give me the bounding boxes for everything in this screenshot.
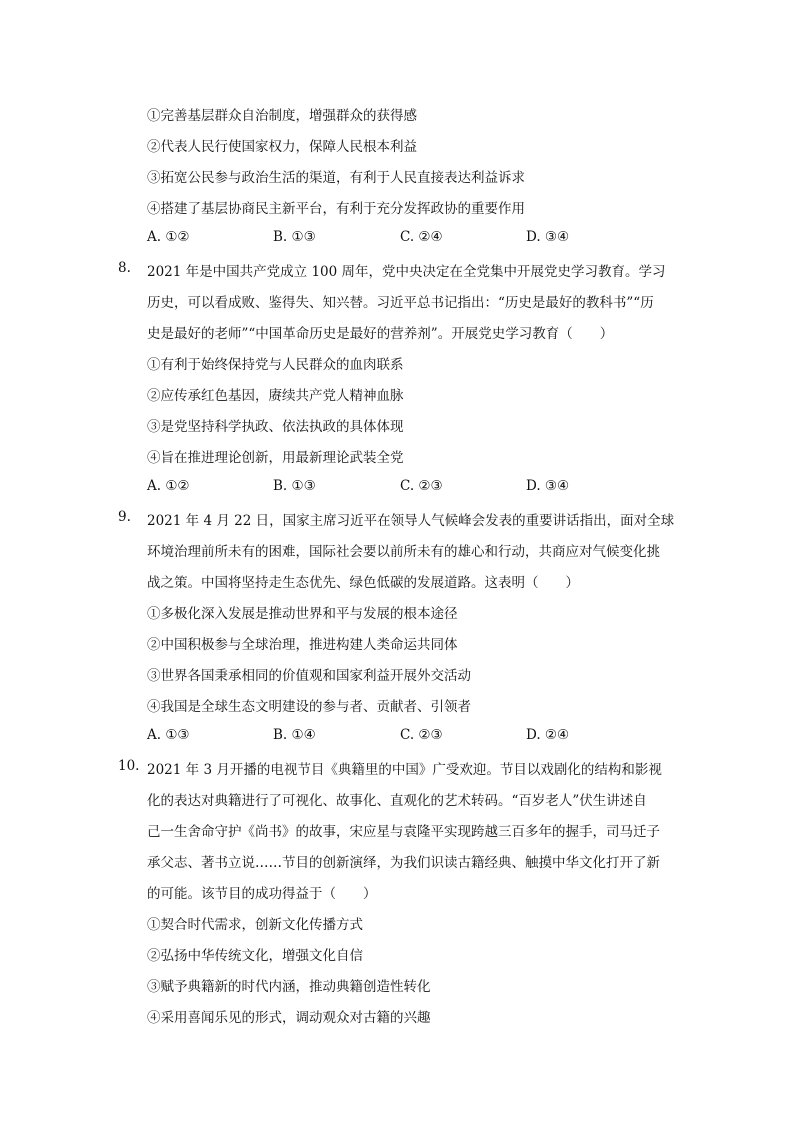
q7-option-c: C. ②④ <box>400 229 443 245</box>
q7-statement-2: ②代表人民行使国家权力，保障人民根本利益 <box>147 139 417 155</box>
q9-option-d: D. ②④ <box>526 727 570 743</box>
q9-stem-line-2: 环境治理前所未有的困难，国际社会要以前所未有的雄心和行动，共商应对气候变化挑 <box>147 544 660 560</box>
q10-stem-line-5: 的可能。该节目的成功得益于（ ） <box>147 886 377 902</box>
q9-statement-1: ①多极化深入发展是推动世界和平与发展的根本途径 <box>147 606 458 622</box>
q9-option-a: A. ①③ <box>147 727 190 743</box>
q10-stem-line-2: 化的表达对典籍进行了可视化、故事化、直观化的艺术转码。“百岁老人”伏生讲述自 <box>147 793 647 809</box>
q9-statement-3: ③世界各国秉承相同的价值观和国家利益开展外交活动 <box>147 668 471 684</box>
q8-stem-line-1: 2021 年是中国共产党成立 100 周年，党中央决定在全党集中开展党史学习教育。学习 <box>147 264 666 280</box>
q9-option-b: B. ①④ <box>273 727 316 743</box>
q9-number: 9. <box>118 509 131 525</box>
q10-stem-line-1: 2021 年 3 月开播的电视节目《典籍里的中国》广受欢迎。节目以戏剧化的结构和影视 <box>147 762 662 778</box>
q8-option-c: C. ②③ <box>400 478 443 494</box>
q10-stem-line-3: 己一生舍命守护《尚书》的故事，宋应星与袁隆平实现跨越三百多年的握手，司马迁子 <box>147 824 660 840</box>
q9-stem-line-1: 2021 年 4 月 22 日，国家主席习近平在领导人气候峰会发表的重要讲话指出，面对全球 <box>147 513 675 529</box>
q10-stem-line-4: 承父志、著书立说……节目的创新演绎，为我们识读古籍经典、触摸中华文化打开了新 <box>147 855 660 871</box>
q7-statement-3: ③拓宽公民参与政治生活的渠道，有利于人民直接表达利益诉求 <box>147 170 525 186</box>
q7-option-d: D. ③④ <box>526 229 570 245</box>
q9-stem-line-3: 战之策。中国将坚持走生态优先、绿色低碳的发展道路。这表明（ ） <box>147 575 579 591</box>
q10-statement-3: ③赋予典籍新的时代内涵，推动典籍创造性转化 <box>147 979 431 995</box>
q9-statement-4: ④我国是全球生态文明建设的参与者、贡献者、引领者 <box>147 699 471 715</box>
q7-statement-4: ④搭建了基层协商民主新平台，有利于充分发挥政协的重要作用 <box>147 201 525 217</box>
q10-number: 10. <box>118 758 140 774</box>
q8-option-b: B. ①③ <box>273 478 316 494</box>
q8-statement-3: ③是党坚持科学执政、依法执政的具体体现 <box>147 419 404 435</box>
q10-statement-1: ①契合时代需求，创新文化传播方式 <box>147 917 363 933</box>
q8-statement-4: ④旨在推进理论创新，用最新理论武装全党 <box>147 450 404 466</box>
q10-statement-4: ④采用喜闻乐见的形式，调动观众对古籍的兴趣 <box>147 1010 431 1026</box>
q9-statement-2: ②中国积极参与全球治理，推进构建人类命运共同体 <box>147 637 458 653</box>
q7-option-b: B. ①③ <box>273 229 316 245</box>
q10-statement-2: ②弘扬中华传统文化，增强文化自信 <box>147 948 363 964</box>
q8-option-a: A. ①② <box>147 478 190 494</box>
q7-statement-1: ①完善基层群众自治制度，增强群众的获得感 <box>147 108 417 124</box>
q8-option-d: D. ③④ <box>526 478 570 494</box>
q8-statement-1: ①有利于始终保持党与人民群众的血肉联系 <box>147 357 404 373</box>
q8-number: 8. <box>118 260 131 276</box>
q9-option-c: C. ②③ <box>400 727 443 743</box>
q8-stem-line-3: 史是最好的老师”“中国革命历史是最好的营养剂”。开展党史学习教育（ ） <box>147 326 614 342</box>
q8-statement-2: ②应传承红色基因，赓续共产党人精神血脉 <box>147 388 404 404</box>
q7-option-a: A. ①② <box>147 229 190 245</box>
q8-stem-line-2: 历史，可以看成败、鉴得失、知兴替。习近平总书记指出：“历史是最好的教科书”“历 <box>147 295 654 311</box>
